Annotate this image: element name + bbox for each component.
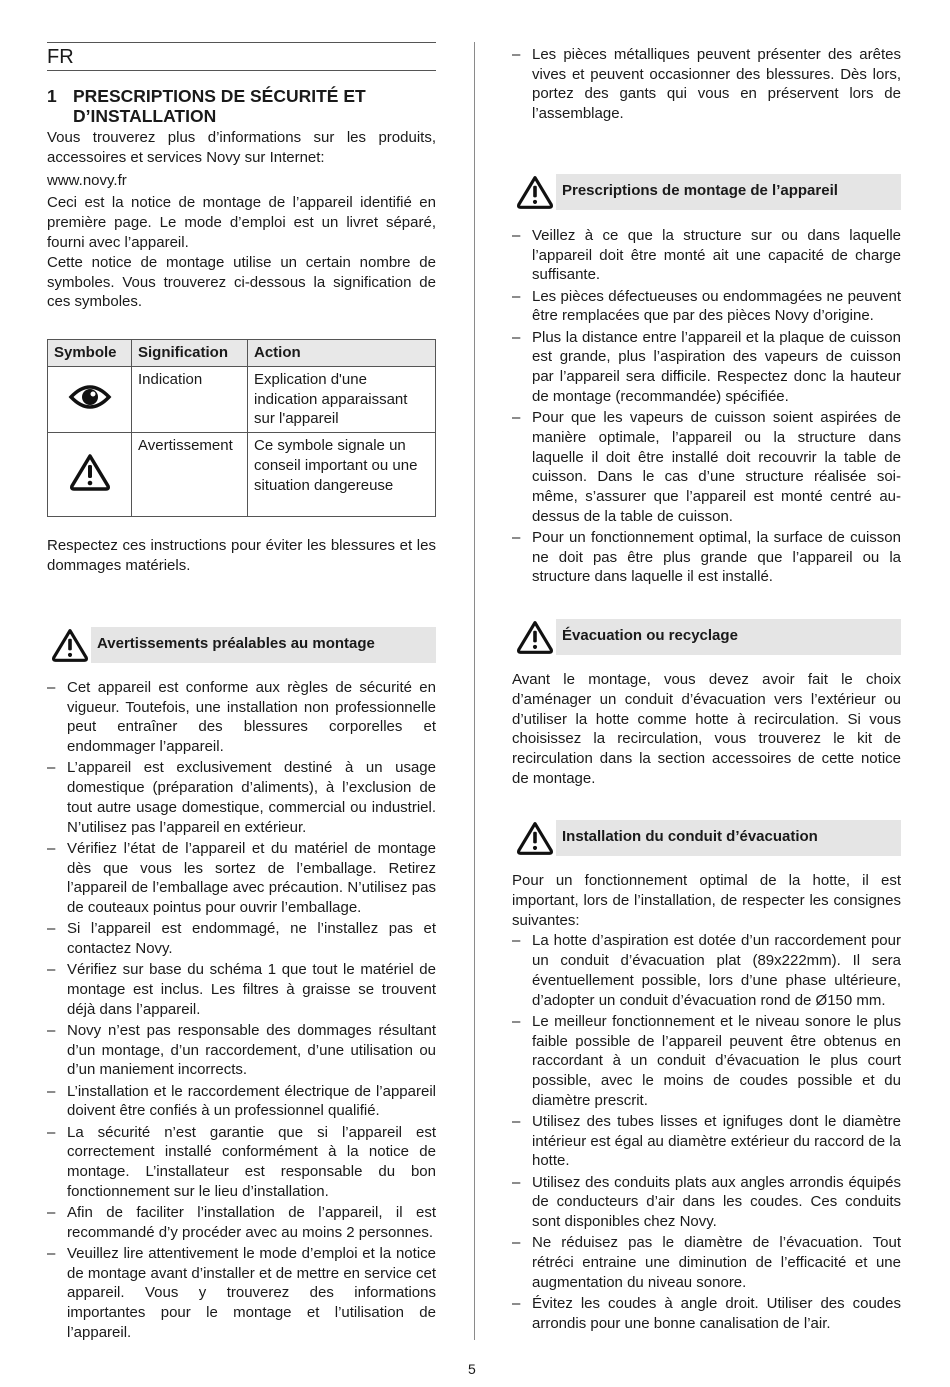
warning-icon (50, 627, 90, 663)
heading-bar (556, 820, 901, 856)
list-item: – Afin de faciliter l’installation de l’appareil, il est recommandé d’y procéder avec au moins 2 personnes. (47, 1203, 436, 1242)
note-text: Respectez ces instructions pour éviter les blessures et les dommages matériels. (47, 537, 436, 574)
list-item: – Évitez les coudes à angle droit. Utiliser des coudes arrondis pour une bonne canalisation de l’air. (512, 1294, 901, 1333)
heading-bar (556, 174, 901, 210)
heading-text: Avertissements préalables au montage (97, 635, 375, 652)
warning-heading (512, 619, 901, 655)
list-item: – Pour un fonctionnement optimal, la surface de cuisson ne doit pas être plus grande que l’appareil ou la structure dans laquelle il est installé. (512, 528, 901, 587)
heading-bar (91, 627, 436, 663)
warning-icon (515, 820, 555, 856)
table-row (48, 366, 436, 432)
warning-icon (515, 174, 555, 210)
table-header: Symbole (48, 340, 132, 367)
list-item: – La sécurité n’est garantie que si l’appareil est correctement installé conformément à la notice de montage. L’installateur est responsable du bon fonctionnement sur le lieu d’installation. (47, 1123, 436, 1202)
list-item: – Ne réduisez pas le diamètre de l’évacuation. Tout rétréci entraine une diminution de l’efficacité et une augmentation du niveau sonore. (512, 1233, 901, 1292)
warning-list (47, 678, 436, 1344)
list-item: – Utilisez des tubes lisses et ignifuges dont le diamètre intérieur est égal au diamètre extérieur du raccord de la hotte. (512, 1112, 901, 1171)
list-item: – Vérifiez sur base du schéma 1 que tout le matériel de montage est inclus. Les filtres à graisse se trouvent déjà dans l’appareil. (47, 960, 436, 1019)
list-item: – Veuillez lire attentivement le mode d’emploi et la notice de montage avant d’installer et de mettre en service cet appareil. Vous y trouverez des informations importantes pour le montage et l’utilisation de l’appareil. (47, 1244, 436, 1343)
list-item: – Veillez à ce que la structure sur ou dans laquelle l’appareil doit être monté ait une capacité de charge suffisante. (512, 226, 901, 285)
table-row (48, 433, 436, 517)
warning-icon (515, 619, 555, 655)
warning-list (512, 226, 901, 589)
intro-paragraph: Ceci est la notice de montage de l’appareil identifié en première page. Le mode d’emploi est un livret séparé, fourni avec l’appareil. (47, 194, 436, 251)
table-cell: Avertissement (132, 433, 248, 517)
table-header-row (48, 340, 436, 367)
table-header: Action (248, 340, 436, 367)
list-item: – Utilisez des conduits plats aux angles arrondis équipés de conducteurs d’air dans les coudes. Ces conduits sont disponibles chez Novy. (512, 1173, 901, 1232)
section-number: 1 (47, 86, 57, 106)
language-header (47, 42, 436, 71)
heading-text: Prescriptions de montage de l’appareil (562, 182, 838, 199)
list-item: – Les pièces métalliques peuvent présenter des arêtes vives et peuvent occasionner des blessures. Dès lors, portez des gants qui vous en préservent lors de l’assemblage. (512, 45, 901, 124)
column-divider (474, 42, 475, 1340)
list-item: – Cet appareil est conforme aux règles de sécurité en vigueur. Toutefois, une installation non professionnelle peut entraîner des blessures corporelles et endommager l’appareil. (47, 678, 436, 757)
eye-icon (68, 383, 112, 411)
heading-text: Évacuation ou recyclage (562, 627, 738, 644)
warning-heading (512, 174, 901, 210)
section-heading (47, 86, 436, 126)
table-cell-symbol (48, 433, 132, 517)
language-code: FR (47, 46, 74, 68)
heading-text: Installation du conduit d’évacuation (562, 828, 818, 845)
page-number: 5 (468, 1361, 476, 1377)
warning-heading (47, 627, 436, 663)
warning-icon (68, 452, 112, 492)
continued-list (512, 45, 901, 125)
list-item: – L’appareil est exclusivement destiné à un usage domestique (préparation d’aliments), à l’exclusion de tout autre usage domestique, commercial ou industriel. N’utilisez pas l’appareil en extérieur. (47, 758, 436, 837)
exhaust-section (512, 871, 901, 1335)
list-item: – Novy n’est pas responsable des dommages résultant d’un montage, d’un raccordement, d’une utilisation ou d’un maniement incorrects. (47, 1021, 436, 1080)
list-item: – Vérifiez l’état de l’appareil et du matériel de montage dès que vous les sortez de l’emballage. Retirez l’appareil de l’emballage avec précaution. N’utilisez pas de couteaux pointus pour ouvrir l’emballage. (47, 839, 436, 918)
table-cell: Indication (132, 366, 248, 432)
heading-bar (556, 619, 901, 655)
table-cell: Explication d'une indication apparaissant sur l'appareil (248, 366, 436, 432)
list-item: – L’installation et le raccordement électrique de l’appareil doivent être confiés à un professionnel qualifié. (47, 1082, 436, 1121)
after-table-note (47, 536, 436, 576)
website-link[interactable]: www.novy.fr (47, 171, 127, 189)
list-item: – Pour que les vapeurs de cuisson soient aspirées de manière optimale, l’appareil ou la structure dans laquelle il doit être installé doit recouvrir la table de cuisson. Dans le cas d’une structure réalisée soi-même, s’assurer que l’appareil est monté centré au-dessus de la table de cuisson. (512, 408, 901, 526)
list-item: – Plus la distance entre l’appareil et la plaque de cuisson est grande, plus l’aspiration des vapeurs de cuisson par l’appareil sera difficile. Respectez donc la hauteur de montage (recommandée) spécifiée. (512, 328, 901, 407)
list-item: – Le meilleur fonctionnement et le niveau sonore le plus faible possible de l’appareil peuvent être obtenus en raccordant à un conduit d’évacuation le plus court possible, avec le moins de coudes possible et du diamètre prescrit. (512, 1012, 901, 1111)
paragraph-text: Pour un fonctionnement optimal de la hotte, il est important, lors de l’installation, de respecter les consignes suivantes: (512, 872, 901, 929)
table-cell-symbol (48, 366, 132, 432)
list-item: – La hotte d’aspiration est dotée d’un raccordement pour un conduit d’évacuation plat (89x222mm). Il sera éventuellement possible, lors d’une phase ultérieure, d’adopter un conduit d’évacuation rond de Ø150 mm. (512, 931, 901, 1010)
list-item: – Les pièces défectueuses ou endommagées ne peuvent être remplacées que par des pièces Novy d’origine. (512, 287, 901, 326)
symbol-table (47, 339, 436, 517)
list-item: – Si l’appareil est endommagé, ne l’installez pas et contactez Novy. (47, 919, 436, 958)
table-header: Signification (132, 340, 248, 367)
section-title: PRESCRIPTIONS DE SÉCURITÉ ET D’INSTALLATION (73, 86, 366, 126)
warning-heading (512, 820, 901, 856)
intro-paragraph: Cette notice de montage utilise un certain nombre de symboles. Vous trouverez ci-dessous la signification de ces symboles. (47, 253, 436, 311)
recycling-paragraph (512, 670, 901, 789)
intro-paragraph: Vous trouverez plus d’informations sur les produits, accessoires et services Novy sur Internet: (47, 129, 436, 166)
paragraph-text: Avant le montage, vous devez avoir fait le choix d’aménager un conduit d’évacuation vers l’extérieur ou d’utiliser la hotte comme hotte à recirculation. Si vous choisissez la recirculation, vous trouverez le kit de recirculation dans la section accessoires de cette notice de montage. (512, 671, 901, 787)
intro-block (47, 128, 436, 312)
table-cell: Ce symbole signale un conseil important ou une situation dangereuse (248, 433, 436, 517)
